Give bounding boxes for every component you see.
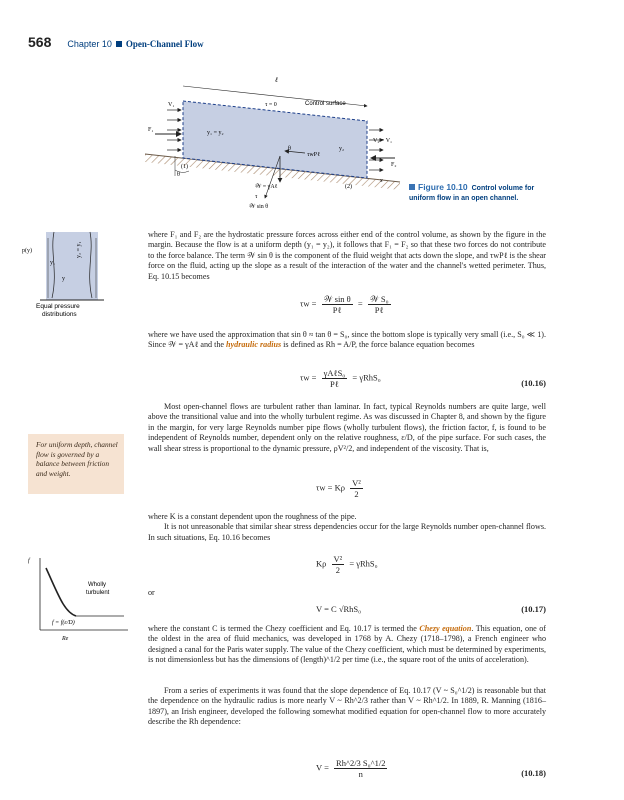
wholly-turbulent-line1: Wholly xyxy=(88,582,107,588)
paragraph-3 xyxy=(148,402,546,454)
eq-tau1-num2: 𝒲 S₀ xyxy=(369,294,389,304)
eq-1018-num: Rh^2/3 S₀^1/2 xyxy=(336,758,386,768)
eq-1016-lhs: τw = xyxy=(300,372,317,383)
equation-10-16-number: (10.16) xyxy=(521,378,546,388)
equation-shear-dynamic-pressure xyxy=(316,478,366,499)
eq-1018-frac xyxy=(334,758,387,779)
equation-10-17: V = C √RhS₀ xyxy=(316,604,362,614)
inflow-velocity-arrows xyxy=(167,110,181,150)
eq-k2-num: V² xyxy=(333,554,343,564)
equation-k-balance xyxy=(316,554,378,575)
paragraph-5 xyxy=(148,624,546,666)
section-2-label: (2) xyxy=(345,184,352,190)
eq-1016-frac xyxy=(322,368,348,389)
outflow-velocity-arrows xyxy=(369,130,383,170)
chapter-label: Chapter 10 xyxy=(67,39,112,49)
f-expression-label: f = f(ε/D) xyxy=(52,620,75,626)
equation-10-18 xyxy=(316,758,390,779)
pressure-caption-line1: Equal pressure xyxy=(36,303,80,310)
eq-tau1-den2: Pℓ xyxy=(374,305,384,315)
pressure-y-label: y xyxy=(62,276,65,282)
paragraph-4-line2: It is not unreasonable that similar shear stress dependencies occur for the large Reynolds number open-channel flows. In such situations, Eq. 10.16 becomes xyxy=(148,522,546,542)
eq-tau1-frac2 xyxy=(368,294,391,315)
weight-label: 𝒲 = γAℓ xyxy=(255,184,278,190)
control-surface-label: Control surface xyxy=(305,101,346,107)
f-axis-label: f xyxy=(28,558,30,564)
section-1-label: (1) xyxy=(181,164,188,170)
equation-shear-stress xyxy=(300,294,394,315)
paragraph-1: where F₁ and F₂ are the hydrostatic pressure forces across either end of the control volume, as shown by the figure in the margin. Because the flow is at a uniform depth (y₁ = y₂), it follows that F₁ = F₂ so that these two forces do not contribute to the force balance. The term 𝒲 sin θ is the component of the fluid weight that acts down the slope, and τwPℓ is the shear force on the fluid, acting up the slope as a result of the interaction of the water and the channel's wetted perimeter. Thus, Eq. 10.15 becomes xyxy=(148,230,546,281)
y2-label: y₂ xyxy=(339,146,345,152)
theta-label-upper: θ xyxy=(288,146,291,152)
x-axis-label: x xyxy=(380,178,383,184)
paragraph-2-start: where we have used the approximation that sin θ ≈ tan θ = S₀, since the bottom slope is typically very small (i.e., S₀ ≪ 1). Since 𝒲 = γAℓ and the xyxy=(148,330,546,350)
eq-tau1-frac1 xyxy=(322,294,353,315)
eq-k2-frac xyxy=(332,554,345,575)
pressure-caption-line2: distributions xyxy=(42,311,77,318)
eq-k2-lhs: Kρ xyxy=(316,558,327,569)
square-bullet-icon xyxy=(409,184,415,190)
chezy-equation-term: Chezy equation xyxy=(419,624,472,633)
eq-k2-den: 2 xyxy=(335,565,340,575)
paragraph-2-end: is defined as Rh = A/P, the force balance equation becomes xyxy=(281,340,475,350)
f2-label: F₂ xyxy=(391,162,397,168)
pressure-y2-label: y₂ = y₁ xyxy=(76,241,82,258)
re-axis-label: Re xyxy=(62,636,69,642)
eq-tau1-num1: 𝒲 sin θ xyxy=(323,294,351,304)
weight-sin-label: 𝒲 sin θ xyxy=(249,204,269,210)
f1-label: F₁ xyxy=(148,127,154,133)
shear-label: τwPℓ xyxy=(307,152,320,158)
figure-caption-text: Control volume for uniform flow in an open channel. xyxy=(409,185,535,202)
eq-tau1-lhs: τw = xyxy=(300,298,317,309)
eq-k-lhs: τw = Kρ xyxy=(316,482,345,493)
paragraph-2 xyxy=(148,330,546,351)
y1-eq-y2-label: y₁ = y₂ xyxy=(207,130,224,136)
equation-10-18-number: (10.18) xyxy=(521,768,546,778)
pressure-distribution-figure xyxy=(22,228,126,320)
chapter-heading xyxy=(67,39,203,49)
friction-factor-figure xyxy=(28,554,132,646)
v2-label: V₂ = V₁ xyxy=(373,138,393,144)
paragraph-3-text: Most open-channel flows are turbulent rather than laminar. In fact, typical Reynolds numbers are quite large, well above the transitional value and into the wholly turbulent regime. As was discussed in Chapter 8, and shown by the figure in the margin, for very large Reynolds number pipe flows (wholly turbulent flows), the friction factor, f, is found to be independent of Reynolds number, dependent only on the relative roughness, ε/D, of the pipe surface. For such cases, the wall shear stress is proportional to the dynamic pressure, ρV²/2, and independent of the viscosity. That is, xyxy=(148,402,546,453)
paragraph-5-start: where the constant C is termed the Chezy coefficient and Eq. 10.17 is termed the xyxy=(148,624,420,633)
hydraulic-radius-term: hydraulic radius xyxy=(226,340,282,350)
eq-k-frac xyxy=(350,478,363,499)
paragraph-4 xyxy=(148,512,546,543)
page-number: 568 xyxy=(28,34,52,50)
length-label: ℓ xyxy=(275,76,278,84)
or-text: or xyxy=(148,588,155,597)
eq-tau1-mid: = xyxy=(357,298,363,309)
eq-k-den: 2 xyxy=(354,489,359,499)
eq-k-num: V² xyxy=(352,478,361,488)
eq-1018-den: n xyxy=(358,769,363,779)
eq-1016-rhs: = γRhS₀ xyxy=(352,372,381,383)
theta-label-lower: θ xyxy=(177,172,180,178)
eq-k2-rhs: = γRhS₀ xyxy=(349,558,378,569)
figure-label: Figure 10.10 xyxy=(418,182,468,192)
wholly-turbulent-line2: turbulent xyxy=(86,590,110,596)
paragraph-4-line1: where K is a constant dependent upon the roughness of the pipe. xyxy=(148,512,357,521)
v1-label: V₁ xyxy=(168,102,175,108)
control-volume-figure xyxy=(145,70,405,220)
pressure-py-label: p(y) xyxy=(22,248,32,254)
eq-1016-num: γAℓS₀ xyxy=(323,368,346,378)
eq-tau1-den1: Pℓ xyxy=(332,305,342,315)
figure-caption xyxy=(409,182,539,204)
paragraph-6 xyxy=(148,686,546,728)
pressure-y1-label: y₁ xyxy=(50,260,56,266)
paragraph-5-end: . This equation, one of the oldest in the area of fluid mechanics, was developed in 1768 by A. Chezy (1718–1798), a French engineer who designed a canal for the Paris water supply. The value of the Chezy coefficient, which must be determined by experiments, is not dimensionless but has the dimensions of (length)^1/2 per time (i.e., the square root of the units of acceleration). xyxy=(148,624,546,665)
chapter-title: Open-Channel Flow xyxy=(125,39,204,49)
friction-curve xyxy=(46,568,76,616)
margin-note: For uniform depth, channel flow is governed by a balance between friction and weight. xyxy=(28,434,124,494)
page-header xyxy=(28,34,204,54)
equation-10-16 xyxy=(300,368,381,389)
square-bullet-icon xyxy=(116,41,122,47)
equation-10-17-number: (10.17) xyxy=(521,604,546,614)
paragraph-6-text: From a series of experiments it was found that the slope dependence of Eq. 10.17 (V ~ S₀^1/2) is reasonable but that the dependence on the hydraulic radius is more nearly V ~ Rh^2/3 rather than V ~ Rh^1/2. In 1889, R. Manning (1816–1897), an Irish engineer, developed the following somewhat modified equation for open-channel flow to more accurately describe the Rh dependence: xyxy=(148,686,546,727)
tau-zero-label: τ = 0 xyxy=(265,102,277,108)
tau-label: τ xyxy=(255,194,258,200)
eq-1016-den: Pℓ xyxy=(330,379,339,389)
eq-1018-lhs: V = xyxy=(316,762,329,773)
